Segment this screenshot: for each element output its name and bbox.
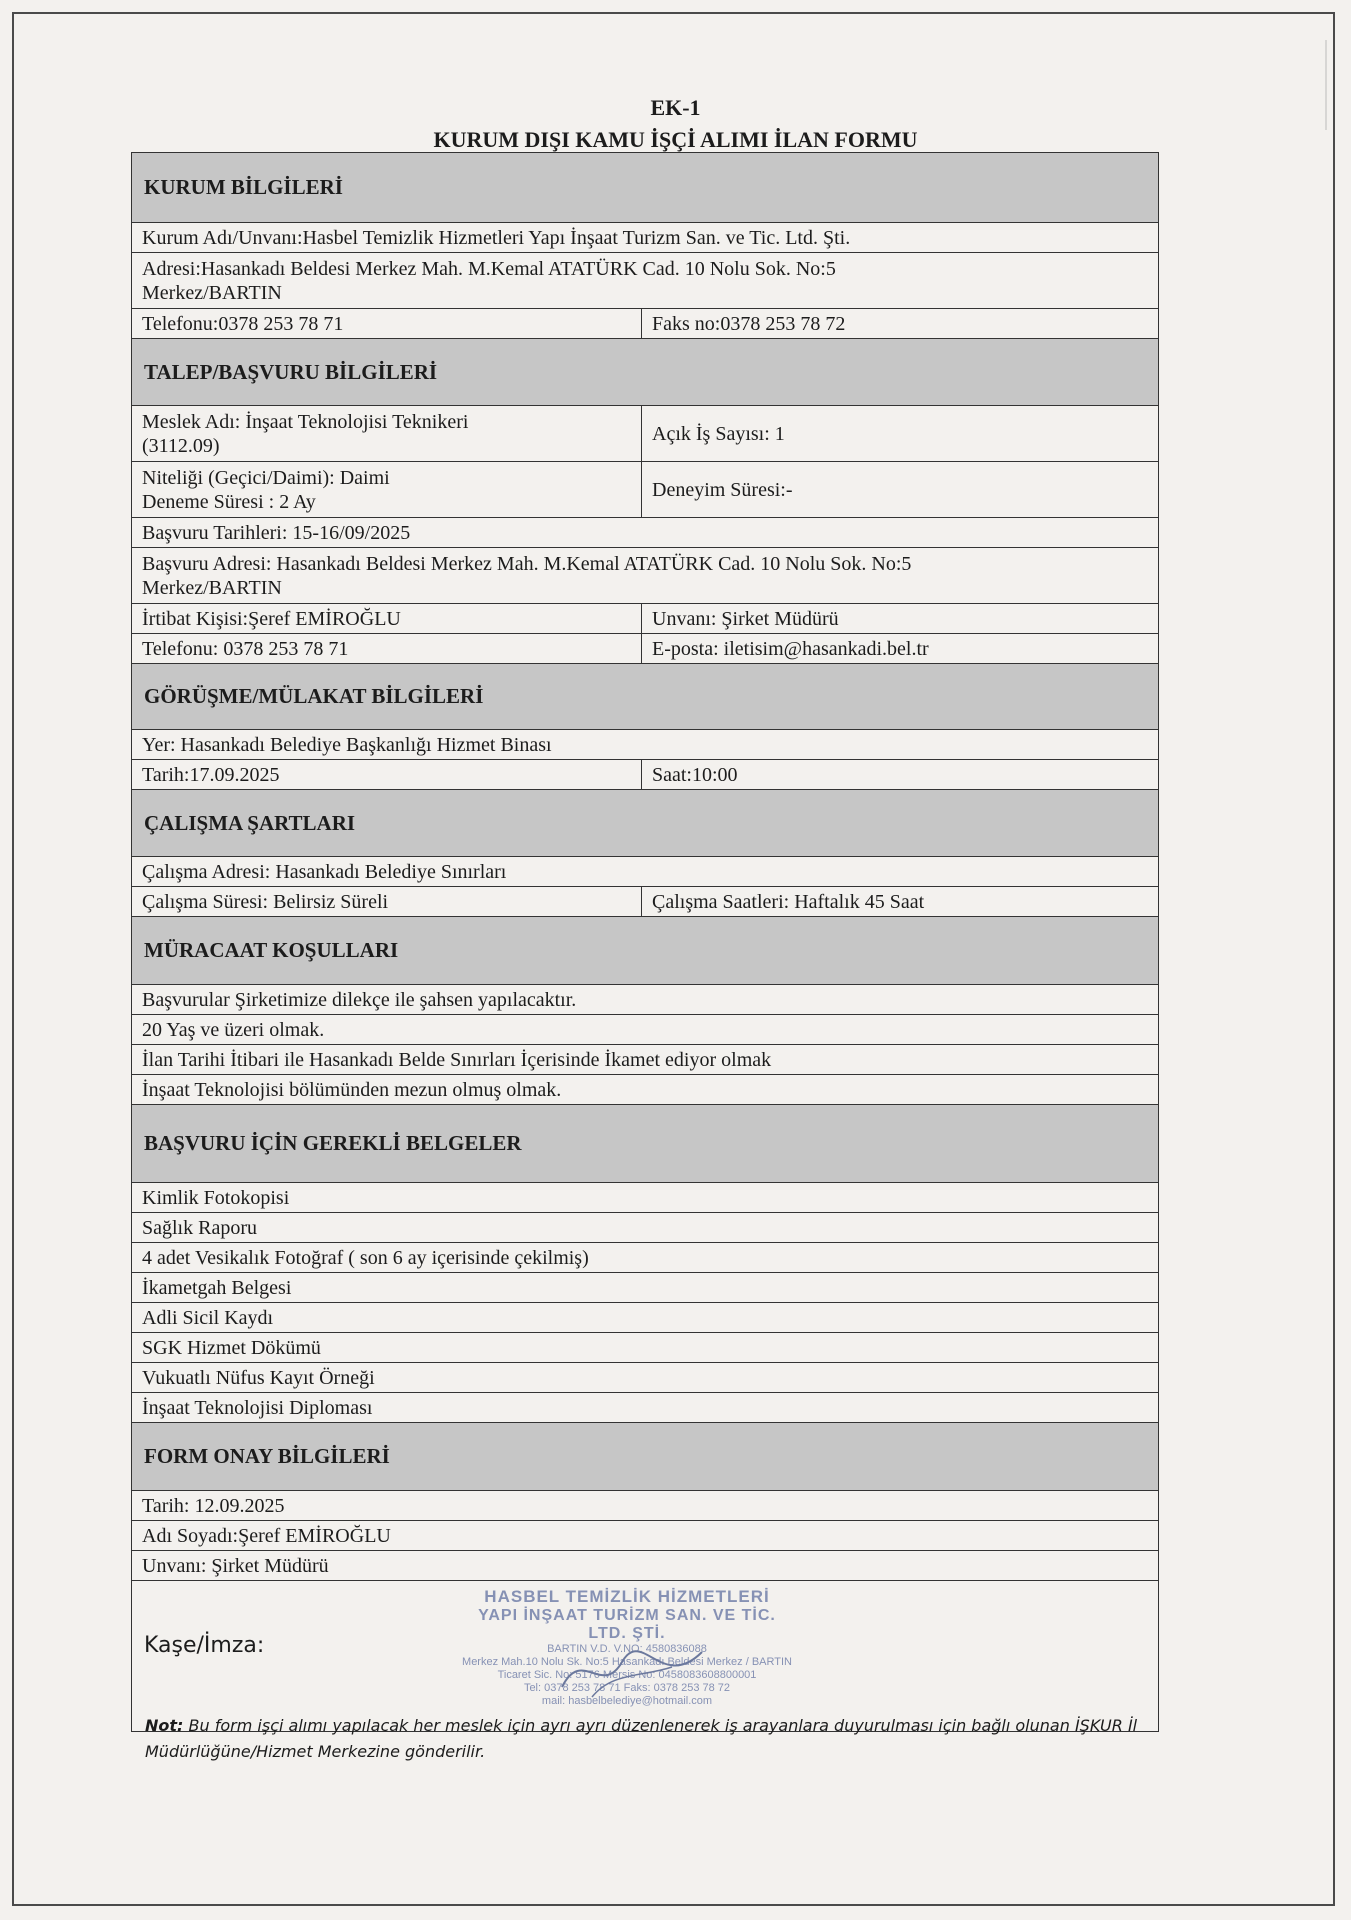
talep-eposta: E-posta: iletisim@hasankadi.bel.tr (652, 637, 929, 660)
muracaat-kosul: 20 Yaş ve üzeri olmak. (142, 1018, 325, 1041)
kurum-adres-line2: Merkez/BARTIN (142, 281, 282, 304)
belge: İnşaat Teknolojisi Diploması (142, 1396, 373, 1419)
onay-adi-soyadi: Adı Soyadı:Şeref EMİROĞLU (142, 1524, 391, 1547)
section-header-kurum: KURUM BİLGİLERİ (132, 153, 1158, 223)
company-stamp (462, 1587, 792, 1727)
list-item (132, 985, 1158, 1015)
list-item (132, 1273, 1158, 1303)
deneme-suresi: Deneme Süresi : 2 Ay (142, 490, 316, 513)
muracaat-kosul: İlan Tarihi İtibari ile Hasankadı Belde Sınırları İçerisinde İkamet ediyor olmak (142, 1048, 772, 1071)
onay-tarih-row (132, 1491, 1158, 1521)
list-item (132, 1243, 1158, 1273)
footnote (145, 1713, 1185, 1765)
gorusme-saati: Saat:10:00 (652, 763, 738, 786)
meslek-row (132, 406, 1158, 462)
calisma-sure-row (132, 887, 1158, 917)
talep-telefon: Telefonu: 0378 253 78 71 (132, 634, 642, 663)
kurum-faks: Faks no:0378 253 78 72 (652, 312, 846, 335)
belge: Kimlik Fotokopisi (142, 1186, 290, 1209)
gorusme-yer-row (132, 730, 1158, 760)
meslek-adi (132, 406, 642, 461)
kase-imza-row (132, 1581, 1158, 1731)
basvuru-tarihleri: Başvuru Tarihleri: 15-16/09/2025 (142, 521, 411, 544)
kurum-adi: Kurum Adı/Unvanı:Hasbel Temizlik Hizmetleri Yapı İnşaat Turizm San. ve Tic. Ltd. Şti. (142, 226, 851, 249)
list-item (132, 1015, 1158, 1045)
calisma-adresi: Çalışma Adresi: Hasankadı Belediye Sınırları (142, 860, 507, 883)
note-label: Not: (145, 1716, 184, 1735)
belge: 4 adet Vesikalık Fotoğraf ( son 6 ay içerisinde çekilmiş) (142, 1246, 589, 1269)
onay-unvani: Unvanı: Şirket Müdürü (142, 1554, 329, 1577)
list-item (132, 1363, 1158, 1393)
calisma-suresi: Çalışma Süresi: Belirsiz Süreli (132, 887, 642, 916)
belge: Vukuatlı Nüfus Kayıt Örneği (142, 1366, 375, 1389)
basvuru-adresi-line1: Başvuru Adresi: Hasankadı Beldesi Merkez Mah. M.Kemal ATATÜRK Cad. 10 Nolu Sok. No:5 (142, 552, 912, 575)
belge: SGK Hizmet Dökümü (142, 1336, 321, 1359)
nitelik-row (132, 462, 1158, 518)
gorusme-tarihi: Tarih:17.09.2025 (132, 760, 642, 789)
calisma-adres-row (132, 857, 1158, 887)
section-header-calisma: ÇALIŞMA ŞARTLARI (132, 790, 1158, 857)
form-title: KURUM DIŞI KAMU İŞÇİ ALIMI İLAN FORMU (433, 127, 918, 152)
stamp-line5: Ticaret Sic. No: 5176 Mersis No: 0458083608800001 (497, 1669, 757, 1681)
nitelik-deneme (132, 462, 642, 517)
irtibat-kisisi: İrtibat Kişisi:Şeref EMİROĞLU (132, 604, 642, 633)
annex-label: EK-1 (650, 95, 701, 120)
basvuru-adresi-line2: Merkez/BARTIN (142, 576, 282, 599)
niteligi: Niteliği (Geçici/Daimi): Daimi (142, 466, 390, 489)
onay-tarihi: Tarih: 12.09.2025 (142, 1494, 285, 1517)
kurum-adi-row (132, 223, 1158, 253)
muracaat-kosul: İnşaat Teknolojisi bölümünden mezun olmuş olmak. (142, 1078, 562, 1101)
announcement-form (131, 152, 1159, 1732)
basvuru-adresi (132, 548, 1158, 603)
onay-ad-row (132, 1521, 1158, 1551)
stamp-line7: mail: hasbelbelediye@hotmail.com (541, 1695, 713, 1707)
stamp-line3: BARTIN V.D. V.NO: 4580836088 (547, 1643, 707, 1655)
kase-imza-label: Kaşe/İmza: (144, 1633, 265, 1658)
section-header-onay: FORM ONAY BİLGİLERİ (132, 1423, 1158, 1491)
deneyim-suresi: Deneyim Süresi:- (652, 478, 793, 501)
irtibat-unvani: Unvanı: Şirket Müdürü (652, 607, 839, 630)
muracaat-kosul: Başvurular Şirketimize dilekçe ile şahsen yapılacaktır. (142, 988, 577, 1011)
list-item (132, 1213, 1158, 1243)
meslek-adi-line1: Meslek Adı: İnşaat Teknolojisi Teknikeri (142, 410, 469, 433)
list-item (132, 1303, 1158, 1333)
calisma-saatleri: Çalışma Saatleri: Haftalık 45 Saat (652, 890, 925, 913)
acik-is-sayisi: Açık İş Sayısı: 1 (652, 422, 785, 445)
signature (552, 1637, 712, 1707)
onay-unvan-row (132, 1551, 1158, 1581)
list-item (132, 1183, 1158, 1213)
basvuru-adresi-row (132, 548, 1158, 604)
belge: İkametgah Belgesi (142, 1276, 292, 1299)
list-item (132, 1045, 1158, 1075)
section-header-muracaat: MÜRACAAT KOŞULLARI (132, 917, 1158, 985)
talep-iletisim-row (132, 634, 1158, 664)
note-text: Bu form işçi alımı yapılacak her meslek için ayrı ayrı düzenlenerek iş arayanlara duyurulması için bağlı olunan İŞKUR İl Müdürlüğüne/Hizmet Merkezine gönderilir. (145, 1716, 1138, 1761)
section-header-gorusme: GÖRÜŞME/MÜLAKAT BİLGİLERİ (132, 664, 1158, 730)
section-header-talep: TALEP/BAŞVURU BİLGİLERİ (132, 339, 1158, 406)
stamp-line4: Merkez Mah.10 Nolu Sk. No:5 Hasankadı Beldesi Merkez / BARTIN (462, 1656, 792, 1668)
kurum-adres-line1: Adresi:Hasankadı Beldesi Merkez Mah. M.Kemal ATATÜRK Cad. 10 Nolu Sok. No:5 (142, 257, 836, 280)
meslek-kodu: (3112.09) (142, 434, 220, 457)
basvuru-tarihleri-row (132, 518, 1158, 548)
gorusme-zaman-row (132, 760, 1158, 790)
irtibat-row (132, 604, 1158, 634)
list-item (132, 1333, 1158, 1363)
section-header-belgeler: BAŞVURU İÇİN GEREKLİ BELGELER (132, 1105, 1158, 1183)
belge: Adli Sicil Kaydı (142, 1306, 274, 1329)
kurum-adres (132, 253, 1158, 308)
stamp-line2: YAPI İNŞAAT TURİZM SAN. VE TİC. LTD. ŞTİ. (478, 1607, 776, 1642)
stamp-line6: Tel: 0378 253 78 71 Faks: 0378 253 78 72 (523, 1682, 731, 1694)
kurum-adres-row (132, 253, 1158, 309)
gorusme-yeri: Yer: Hasankadı Belediye Başkanlığı Hizmet Binası (142, 733, 552, 756)
kurum-iletisim-row (132, 309, 1158, 339)
list-item (132, 1075, 1158, 1105)
stamp-line1: HASBEL TEMİZLİK HİZMETLERİ (484, 1587, 770, 1606)
list-item (132, 1393, 1158, 1423)
kurum-telefon: Telefonu:0378 253 78 71 (132, 309, 642, 338)
belge: Sağlık Raporu (142, 1216, 257, 1239)
